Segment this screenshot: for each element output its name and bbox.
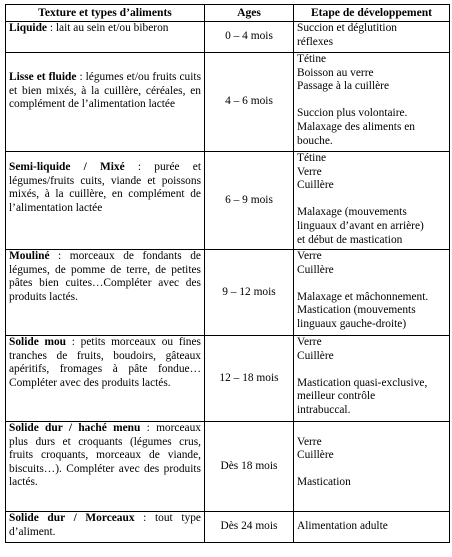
stage-cell (294, 512, 450, 543)
stage-line: Succion et déglutition (297, 22, 397, 34)
stage-cell (294, 152, 450, 250)
stage-line: Verre (297, 336, 322, 348)
stage-line: linguaux gauche-droite) (297, 317, 407, 330)
table-row (6, 22, 450, 53)
stage-cell (294, 22, 450, 53)
stage-line: Succion plus volontaire. (297, 107, 408, 120)
texture-description: : morceaux plus durs et croquants (légumes crus, fruits croquants, morceaux de viande, biscuits…). Compléter avec des produits lactés. (9, 422, 201, 489)
stage-line: intrabuccal. (297, 403, 351, 416)
stage-gap (297, 463, 446, 477)
stage-line: bouche. (297, 134, 333, 147)
stage-line: meilleur contrôle (297, 390, 376, 403)
stage-line: Passage à la cuillère (297, 80, 390, 93)
texture-term: Liquide (9, 22, 47, 34)
stage-cell (294, 336, 450, 422)
texture-term: Solide dur / Morceaux (9, 512, 135, 524)
age-cell: 12 – 18 mois (205, 336, 294, 422)
texture-cell (6, 152, 205, 250)
stage-line: Mastication quasi-exclusive, (297, 376, 428, 389)
stage-line: Alimentation adulte (297, 520, 388, 533)
stage-line: Tétine (297, 152, 327, 164)
stage-gap (297, 277, 446, 291)
stage-line: Mastication (mouvements (297, 304, 416, 317)
texture-term: Solide dur / haché menu (9, 422, 141, 434)
stage-cell (294, 422, 450, 512)
age-cell: Dès 18 mois (205, 422, 294, 512)
stage-line: Malaxage des aliments en (297, 120, 415, 133)
table-row (6, 53, 450, 152)
stage-cell (294, 250, 450, 336)
table-row (6, 152, 450, 250)
texture-cell (6, 250, 205, 336)
stage-line: Verre (297, 165, 322, 178)
age-cell: 4 – 6 mois (205, 53, 294, 152)
stage-line: Boisson au verre (297, 66, 374, 79)
stage-line: Verre (297, 435, 322, 448)
texture-term: Semi-liquide / Mixé (9, 161, 125, 173)
stage-line: Verre (297, 250, 322, 262)
texture-cell (6, 22, 205, 53)
header-stage: Etape de développement (294, 5, 450, 22)
document-page (5, 4, 449, 543)
stage-line: Mastication (297, 476, 351, 489)
age-cell: 6 – 9 mois (205, 152, 294, 250)
texture-term: Mouliné (9, 250, 50, 262)
stage-gap (297, 94, 446, 108)
texture-description: : tout type d’aliment. (9, 512, 201, 538)
stage-line: Cuillère (297, 179, 334, 192)
stage-gap (297, 422, 446, 436)
texture-description: : légumes et/ou fruits cuits et bien mixés, à la cuillère, céréales, en complément de l’alimentation lactée (9, 71, 202, 111)
age-cell: Dès 24 mois (205, 512, 294, 543)
stage-line: Cuillère (297, 263, 334, 276)
texture-description: : petits morceaux ou fines tranches de fruits, boudoirs, gâteaux apéritifs, fromages à pâte fondue… Compléter avec des produits lactés. (9, 336, 201, 389)
texture-description: : morceaux de fondants de légumes, de pomme de terre, de petites pâtes bien cuites…Compléter avec des produits lactés. (9, 250, 201, 303)
age-cell: 0 – 4 mois (205, 22, 294, 53)
header-ages: Ages (205, 5, 294, 22)
texture-cell (6, 422, 205, 512)
stage-line: linguaux d’avant en arrière) (297, 219, 424, 232)
stage-cell (294, 53, 450, 152)
stage-line: Tétine (297, 53, 327, 65)
header-texture: Texture et types d’aliments (6, 5, 205, 22)
stage-line: Cuillère (297, 349, 334, 362)
table-header-row (6, 5, 450, 22)
table-row (6, 250, 450, 336)
texture-description: : lait au sein et/ou biberon (47, 22, 169, 34)
stage-line: Malaxage (mouvements (297, 206, 407, 219)
stage-line: réflexes (297, 35, 334, 48)
texture-description: : purée et légumes/fruits cuits, viande et poissons mixés, à la cuillère, en complément de l’alimentation lactée (9, 161, 201, 214)
texture-cell (6, 512, 205, 543)
texture-term: Lisse et fluide (9, 71, 77, 83)
table-row (6, 422, 450, 512)
table-row (6, 512, 450, 543)
food-texture-table (5, 4, 450, 543)
stage-gap (297, 363, 446, 377)
stage-line: Cuillère (297, 449, 334, 462)
texture-term: Solide mou (9, 336, 67, 348)
texture-cell (6, 53, 205, 152)
texture-cell (6, 336, 205, 422)
table-row (6, 336, 450, 422)
age-cell: 9 – 12 mois (205, 250, 294, 336)
stage-line: Malaxage et mâchonnement. (297, 290, 429, 303)
stage-gap (297, 193, 446, 207)
stage-line: et début de mastication (297, 233, 403, 246)
